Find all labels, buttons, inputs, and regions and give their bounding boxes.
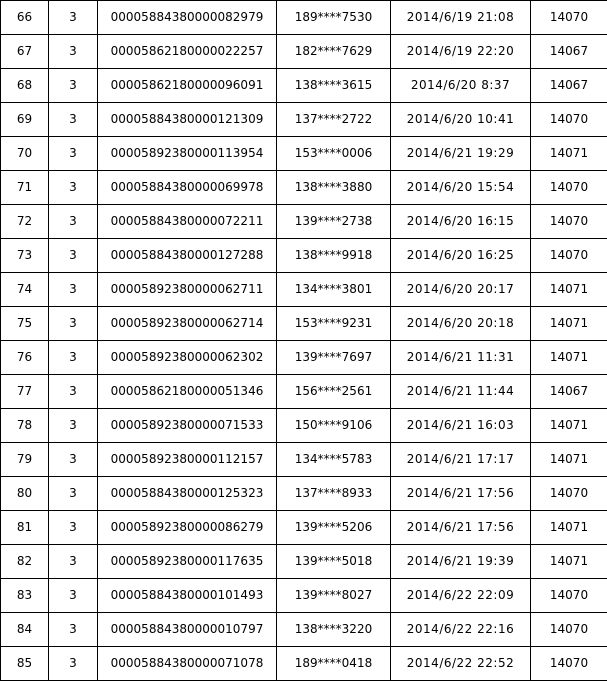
table-row	[1, 307, 607, 341]
table-row	[1, 35, 607, 69]
cell-count: 3	[49, 307, 98, 341]
cell-code: 14070	[531, 1, 607, 35]
cell-serial: 00005884380000127288	[98, 239, 277, 273]
cell-code: 14070	[531, 477, 607, 511]
cell-phone: 134****5783	[277, 443, 391, 477]
cell-serial: 00005884380000010797	[98, 613, 277, 647]
cell-serial: 00005884380000101493	[98, 579, 277, 613]
cell-phone: 138****3880	[277, 171, 391, 205]
cell-phone: 189****7530	[277, 1, 391, 35]
cell-index: 78	[1, 409, 49, 443]
cell-time: 2014/6/20 20:18	[391, 307, 531, 341]
cell-code: 14071	[531, 273, 607, 307]
cell-time: 2014/6/20 16:15	[391, 205, 531, 239]
cell-serial: 00005884380000082979	[98, 1, 277, 35]
cell-count: 3	[49, 443, 98, 477]
cell-phone: 138****9918	[277, 239, 391, 273]
table-row	[1, 375, 607, 409]
cell-count: 3	[49, 69, 98, 103]
cell-phone: 137****8933	[277, 477, 391, 511]
cell-count: 3	[49, 477, 98, 511]
cell-time: 2014/6/21 16:03	[391, 409, 531, 443]
cell-index: 71	[1, 171, 49, 205]
cell-count: 3	[49, 647, 98, 681]
cell-serial: 00005862180000022257	[98, 35, 277, 69]
cell-index: 72	[1, 205, 49, 239]
cell-time: 2014/6/21 19:29	[391, 137, 531, 171]
cell-index: 77	[1, 375, 49, 409]
cell-phone: 137****2722	[277, 103, 391, 137]
cell-time: 2014/6/21 11:44	[391, 375, 531, 409]
cell-time: 2014/6/19 21:08	[391, 1, 531, 35]
table-row	[1, 545, 607, 579]
cell-phone: 139****7697	[277, 341, 391, 375]
cell-index: 83	[1, 579, 49, 613]
cell-index: 79	[1, 443, 49, 477]
cell-index: 76	[1, 341, 49, 375]
cell-phone: 139****2738	[277, 205, 391, 239]
cell-serial: 00005884380000072211	[98, 205, 277, 239]
table-row	[1, 1, 607, 35]
cell-code: 14071	[531, 341, 607, 375]
cell-time: 2014/6/21 17:17	[391, 443, 531, 477]
table-row	[1, 511, 607, 545]
cell-code: 14071	[531, 511, 607, 545]
cell-time: 2014/6/20 15:54	[391, 171, 531, 205]
cell-count: 3	[49, 171, 98, 205]
table-row	[1, 477, 607, 511]
cell-time: 2014/6/22 22:16	[391, 613, 531, 647]
cell-index: 81	[1, 511, 49, 545]
cell-code: 14071	[531, 409, 607, 443]
cell-code: 14070	[531, 171, 607, 205]
cell-time: 2014/6/21 17:56	[391, 477, 531, 511]
cell-phone: 156****2561	[277, 375, 391, 409]
cell-serial: 00005884380000125323	[98, 477, 277, 511]
table-row	[1, 137, 607, 171]
table-row	[1, 239, 607, 273]
cell-index: 73	[1, 239, 49, 273]
cell-code: 14070	[531, 613, 607, 647]
cell-count: 3	[49, 511, 98, 545]
cell-count: 3	[49, 613, 98, 647]
cell-index: 82	[1, 545, 49, 579]
table-row	[1, 647, 607, 681]
cell-code: 14070	[531, 579, 607, 613]
cell-serial: 00005862180000096091	[98, 69, 277, 103]
cell-serial: 00005892380000062711	[98, 273, 277, 307]
cell-index: 70	[1, 137, 49, 171]
cell-code: 14071	[531, 307, 607, 341]
cell-index: 75	[1, 307, 49, 341]
cell-count: 3	[49, 375, 98, 409]
cell-serial: 00005892380000086279	[98, 511, 277, 545]
cell-phone: 139****8027	[277, 579, 391, 613]
cell-count: 3	[49, 341, 98, 375]
cell-time: 2014/6/21 19:39	[391, 545, 531, 579]
cell-code: 14071	[531, 443, 607, 477]
cell-time: 2014/6/21 17:56	[391, 511, 531, 545]
cell-serial: 00005862180000051346	[98, 375, 277, 409]
cell-count: 3	[49, 205, 98, 239]
cell-count: 3	[49, 273, 98, 307]
table-row	[1, 613, 607, 647]
cell-count: 3	[49, 103, 98, 137]
cell-time: 2014/6/20 8:37	[391, 69, 531, 103]
cell-serial: 00005892380000113954	[98, 137, 277, 171]
table-row	[1, 579, 607, 613]
cell-phone: 138****3615	[277, 69, 391, 103]
cell-serial: 00005884380000121309	[98, 103, 277, 137]
cell-phone: 139****5018	[277, 545, 391, 579]
table-row	[1, 205, 607, 239]
table-row	[1, 341, 607, 375]
cell-time: 2014/6/22 22:52	[391, 647, 531, 681]
cell-code: 14070	[531, 103, 607, 137]
table-body	[1, 1, 607, 681]
table-row	[1, 443, 607, 477]
table-row	[1, 273, 607, 307]
cell-phone: 153****9231	[277, 307, 391, 341]
cell-phone: 150****9106	[277, 409, 391, 443]
cell-count: 3	[49, 409, 98, 443]
cell-time: 2014/6/20 16:25	[391, 239, 531, 273]
cell-serial: 00005892380000071533	[98, 409, 277, 443]
cell-index: 69	[1, 103, 49, 137]
cell-code: 14067	[531, 35, 607, 69]
cell-serial: 00005892380000117635	[98, 545, 277, 579]
cell-index: 66	[1, 1, 49, 35]
cell-time: 2014/6/19 22:20	[391, 35, 531, 69]
cell-count: 3	[49, 239, 98, 273]
cell-index: 84	[1, 613, 49, 647]
cell-time: 2014/6/21 11:31	[391, 341, 531, 375]
cell-count: 3	[49, 1, 98, 35]
cell-phone: 182****7629	[277, 35, 391, 69]
cell-time: 2014/6/20 10:41	[391, 103, 531, 137]
cell-code: 14067	[531, 69, 607, 103]
cell-time: 2014/6/22 22:09	[391, 579, 531, 613]
cell-phone: 153****0006	[277, 137, 391, 171]
cell-index: 80	[1, 477, 49, 511]
cell-serial: 00005884380000069978	[98, 171, 277, 205]
table-row	[1, 69, 607, 103]
cell-code: 14070	[531, 239, 607, 273]
cell-count: 3	[49, 137, 98, 171]
cell-code: 14067	[531, 375, 607, 409]
cell-index: 67	[1, 35, 49, 69]
table-row	[1, 171, 607, 205]
cell-serial: 00005884380000071078	[98, 647, 277, 681]
cell-code: 14070	[531, 205, 607, 239]
cell-index: 74	[1, 273, 49, 307]
cell-phone: 134****3801	[277, 273, 391, 307]
cell-index: 85	[1, 647, 49, 681]
cell-phone: 138****3220	[277, 613, 391, 647]
cell-serial: 00005892380000062302	[98, 341, 277, 375]
cell-serial: 00005892380000062714	[98, 307, 277, 341]
cell-code: 14071	[531, 545, 607, 579]
cell-time: 2014/6/20 20:17	[391, 273, 531, 307]
table-row	[1, 409, 607, 443]
cell-code: 14071	[531, 137, 607, 171]
cell-serial: 00005892380000112157	[98, 443, 277, 477]
cell-count: 3	[49, 545, 98, 579]
table-row	[1, 103, 607, 137]
cell-phone: 139****5206	[277, 511, 391, 545]
cell-phone: 189****0418	[277, 647, 391, 681]
cell-index: 68	[1, 69, 49, 103]
cell-count: 3	[49, 35, 98, 69]
cell-count: 3	[49, 579, 98, 613]
cell-code: 14070	[531, 647, 607, 681]
